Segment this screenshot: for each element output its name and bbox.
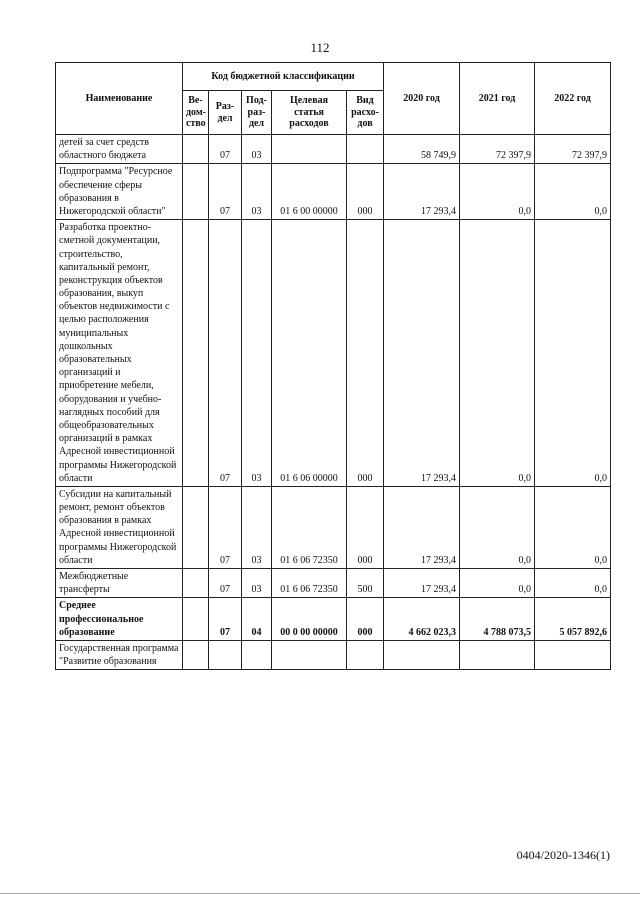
table-row (56, 220, 611, 487)
row-name: Разработка проектно-сметной документации, строительство, капитальный ремонт, реконструкция объектов образования, выкуп объектов недвижимости с целью расположения муниципальных дошкольных образовательных организаций и приобретение мебели, оборудования и учебно-наглядных пособий для общеобразовательных организаций в рамках Адресной инвестиционной программы Нижегородской области (56, 220, 183, 487)
document-code: 0404/2020-1346(1) (516, 848, 610, 862)
page-number: 112 (310, 40, 330, 55)
row-2022: 0,0 (535, 486, 611, 568)
table-row (56, 135, 611, 164)
row-target: 01 6 06 72350 (272, 569, 347, 598)
row-name: Государственная программа "Развитие образования (56, 640, 183, 669)
header-name: Наименование (56, 63, 183, 135)
row-2020: 17 293,4 (384, 220, 460, 487)
header-podrazdel: Под-раз-дел (242, 91, 272, 135)
row-vid: 500 (347, 569, 384, 598)
row-ved (183, 640, 209, 669)
row-target: 01 6 06 00000 (272, 220, 347, 487)
row-2020: 17 293,4 (384, 569, 460, 598)
row-2022: 5 057 892,6 (535, 598, 611, 641)
header-2021: 2021 год (460, 63, 535, 135)
row-razdel: 07 (209, 569, 242, 598)
row-2020: 58 749,9 (384, 135, 460, 164)
header-code-group: Код бюджетной классификации (183, 63, 384, 91)
header-target: Целевая статья расходов (272, 91, 347, 135)
header-razdel: Раз-дел (209, 91, 242, 135)
row-target: 00 0 00 00000 (272, 598, 347, 641)
row-podrazdel: 03 (242, 135, 272, 164)
row-2020: 17 293,4 (384, 164, 460, 220)
row-podrazdel: 03 (242, 220, 272, 487)
row-2022: 0,0 (535, 569, 611, 598)
row-ved (183, 486, 209, 568)
row-2021 (460, 640, 535, 669)
row-2022: 0,0 (535, 220, 611, 487)
row-ved (183, 598, 209, 641)
row-target (272, 135, 347, 164)
table-body (56, 135, 611, 670)
header-2022: 2022 год (535, 63, 611, 135)
row-ved (183, 569, 209, 598)
header-vid: Вид расхо-дов (347, 91, 384, 135)
row-podrazdel: 03 (242, 486, 272, 568)
row-name: детей за счет средств областного бюджета (56, 135, 183, 164)
row-2022: 72 397,9 (535, 135, 611, 164)
row-2021: 72 397,9 (460, 135, 535, 164)
row-2022: 0,0 (535, 164, 611, 220)
row-razdel (209, 640, 242, 669)
row-2022 (535, 640, 611, 669)
header-2020: 2020 год (384, 63, 460, 135)
row-razdel: 07 (209, 486, 242, 568)
row-vid (347, 135, 384, 164)
row-razdel: 07 (209, 135, 242, 164)
row-vid: 000 (347, 220, 384, 487)
row-2020 (384, 640, 460, 669)
row-ved (183, 164, 209, 220)
table-row (56, 486, 611, 568)
row-vid: 000 (347, 598, 384, 641)
row-name: Субсидии на капитальный ремонт, ремонт объектов образования в рамках Адресной инвестиционной программы Нижегородской области (56, 486, 183, 568)
row-2021: 0,0 (460, 164, 535, 220)
row-name: Межбюджетные трансферты (56, 569, 183, 598)
row-ved (183, 220, 209, 487)
row-name: Подпрограмма "Ресурсное обеспечение сферы образования в Нижегородской области" (56, 164, 183, 220)
row-ved (183, 135, 209, 164)
table-row (56, 164, 611, 220)
row-razdel: 07 (209, 220, 242, 487)
row-2020: 17 293,4 (384, 486, 460, 568)
row-target: 01 6 06 72350 (272, 486, 347, 568)
budget-table (55, 62, 611, 670)
row-2021: 0,0 (460, 486, 535, 568)
row-podrazdel: 03 (242, 569, 272, 598)
row-podrazdel: 04 (242, 598, 272, 641)
row-vid: 000 (347, 486, 384, 568)
row-2020: 4 662 023,3 (384, 598, 460, 641)
table-row-section-total (56, 598, 611, 641)
row-podrazdel: 03 (242, 164, 272, 220)
header-vedomstvo: Ве-дом-ство (183, 91, 209, 135)
row-2021: 0,0 (460, 569, 535, 598)
table-row (56, 640, 611, 669)
row-vid: 000 (347, 164, 384, 220)
row-2021: 4 788 073,5 (460, 598, 535, 641)
scan-edge-line (0, 893, 640, 894)
table-row (56, 569, 611, 598)
row-2021: 0,0 (460, 220, 535, 487)
row-name: Среднее профессиональное образование (56, 598, 183, 641)
row-podrazdel (242, 640, 272, 669)
row-razdel: 07 (209, 598, 242, 641)
row-target (272, 640, 347, 669)
row-razdel: 07 (209, 164, 242, 220)
row-target: 01 6 00 00000 (272, 164, 347, 220)
row-vid (347, 640, 384, 669)
